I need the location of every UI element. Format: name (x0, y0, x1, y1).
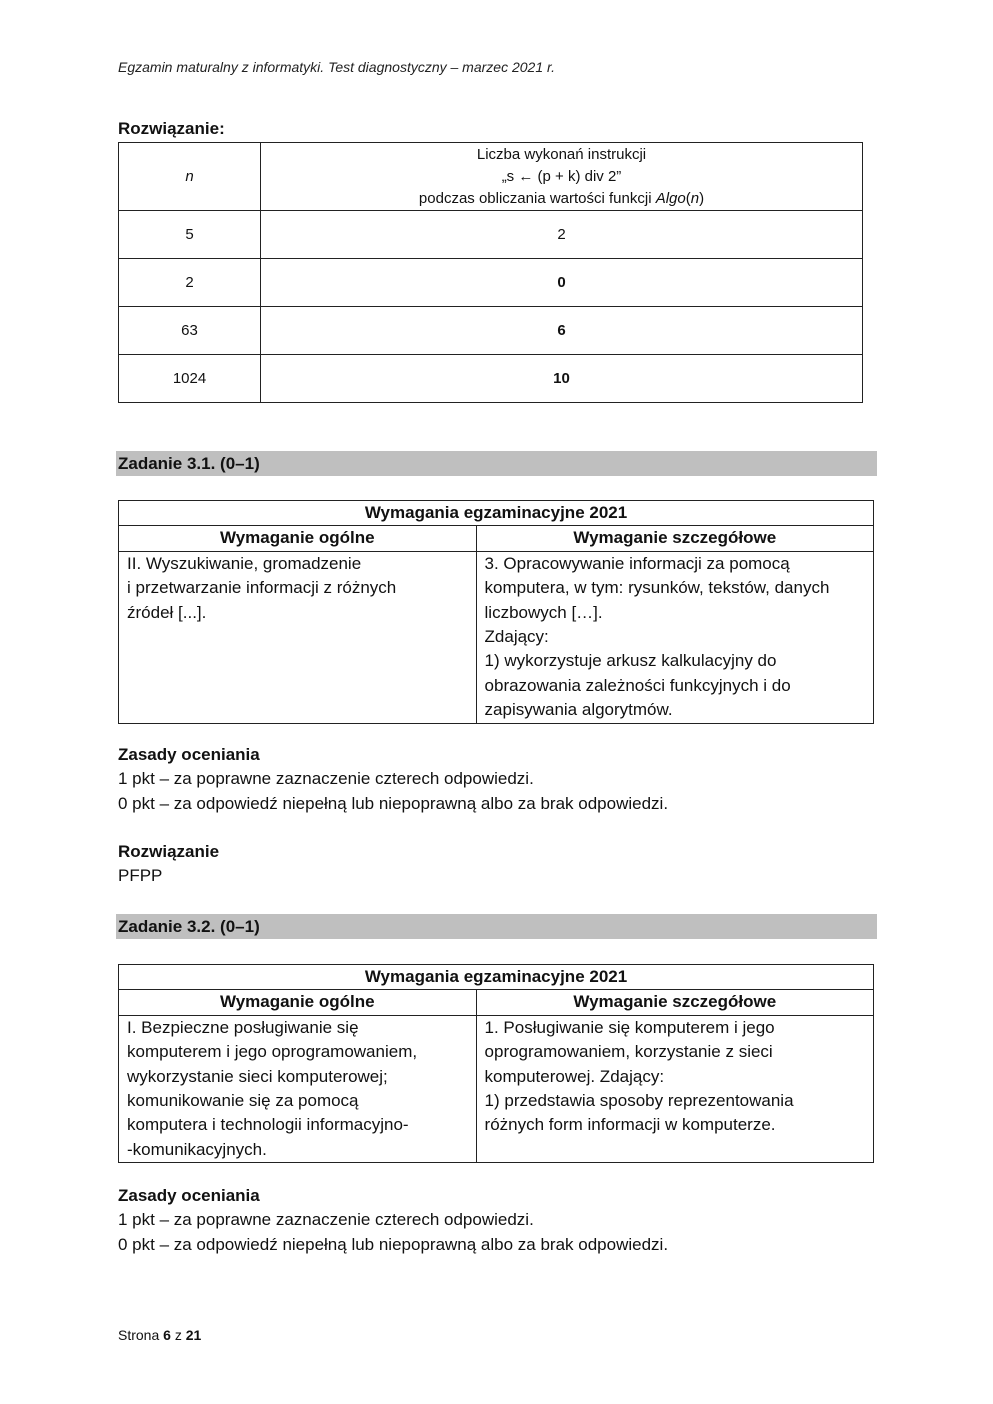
general-requirement-header: Wymaganie ogólne (119, 990, 477, 1015)
requirements-title: Wymagania egzaminacyjne 2021 (119, 965, 874, 990)
page-header: Egzamin maturalny z informatyki. Test diagnostyczny – marzec 2021 r. (118, 59, 556, 75)
cell-count: 0 (261, 259, 863, 307)
task-3-2-grading (118, 1184, 668, 1257)
table-row (119, 259, 863, 307)
solution-value: PFPP (118, 866, 163, 886)
cell-n: 63 (119, 307, 261, 355)
grading-line: 0 pkt – za odpowiedź niepełną lub niepoprawną albo za brak odpowiedzi. (118, 1234, 669, 1254)
task-3-1-title: Zadanie 3.1. (0–1) (116, 451, 877, 476)
solution-label: Rozwiązanie: (118, 119, 225, 138)
grading-line: 0 pkt – za odpowiedź niepełną lub niepoprawną albo za brak odpowiedzi. (118, 793, 669, 813)
grading-line: 1 pkt – za poprawne zaznaczenie czterech odpowiedzi. (118, 769, 534, 789)
task-3-2-requirements-table (118, 964, 874, 1163)
task-3-1-solution (118, 840, 219, 889)
solution-table (118, 142, 863, 403)
general-requirement-header: Wymaganie ogólne (119, 526, 477, 551)
task-3-1-requirements-table (118, 500, 874, 724)
page-number: 6 (163, 1327, 171, 1343)
detailed-requirement-text: 1. Posługiwanie się komputerem i jego oprogramowaniem, korzystanie z sieci komputerowej. Zdający: 1) przedstawia sposoby reprezentowania różnych form informacji w komputerze. (476, 1015, 873, 1162)
table-row (119, 355, 863, 403)
page-footer: Strona 6 z 21 (118, 1327, 202, 1343)
cell-n: 1024 (119, 355, 261, 403)
detailed-requirement-header: Wymaganie szczegółowe (476, 526, 873, 551)
cell-count: 6 (261, 307, 863, 355)
grading-line: 1 pkt – za poprawne zaznaczenie czterech odpowiedzi. (118, 1210, 534, 1230)
page-total: 21 (185, 1327, 202, 1343)
grading-title: Zasady oceniania (118, 1186, 260, 1205)
solution-title: Rozwiązanie (118, 842, 220, 861)
cell-n: 5 (119, 211, 261, 259)
requirements-title: Wymagania egzaminacyjne 2021 (119, 501, 874, 526)
table-row (119, 211, 863, 259)
cell-count: 10 (261, 355, 863, 403)
col-count-header: Liczba wykonań instrukcji „s ← (p + k) div 2” podczas obliczania wartości funkcji Algo(n) (261, 143, 863, 211)
table-row (119, 307, 863, 355)
general-requirement-text: I. Bezpieczne posługiwanie się komputerem i jego oprogramowaniem, wykorzystanie sieci komputerowej; komunikowanie się za pomocą komputera i technologii informacyjno- -komunikacyjnych. (119, 1015, 477, 1162)
detailed-requirement-header: Wymaganie szczegółowe (476, 990, 873, 1015)
col-n-header: n (119, 143, 261, 211)
grading-title: Zasady oceniania (118, 745, 260, 764)
cell-n: 2 (119, 259, 261, 307)
cell-count: 2 (261, 211, 863, 259)
general-requirement-text: II. Wyszukiwanie, gromadzenie i przetwarzanie informacji z różnych źródeł [...]. (119, 551, 477, 723)
task-3-1-grading (118, 743, 668, 816)
task-3-2-title: Zadanie 3.2. (0–1) (116, 914, 877, 939)
detailed-requirement-text: 3. Opracowywanie informacji za pomocą komputera, w tym: rysunków, tekstów, danych liczbowych […]. Zdający: 1) wykorzystuje arkusz kalkulacyjny do obrazowania zależności funkcyjnych i do zapisywania algorytmów. (476, 551, 873, 723)
solution-table-header-row (119, 143, 863, 211)
